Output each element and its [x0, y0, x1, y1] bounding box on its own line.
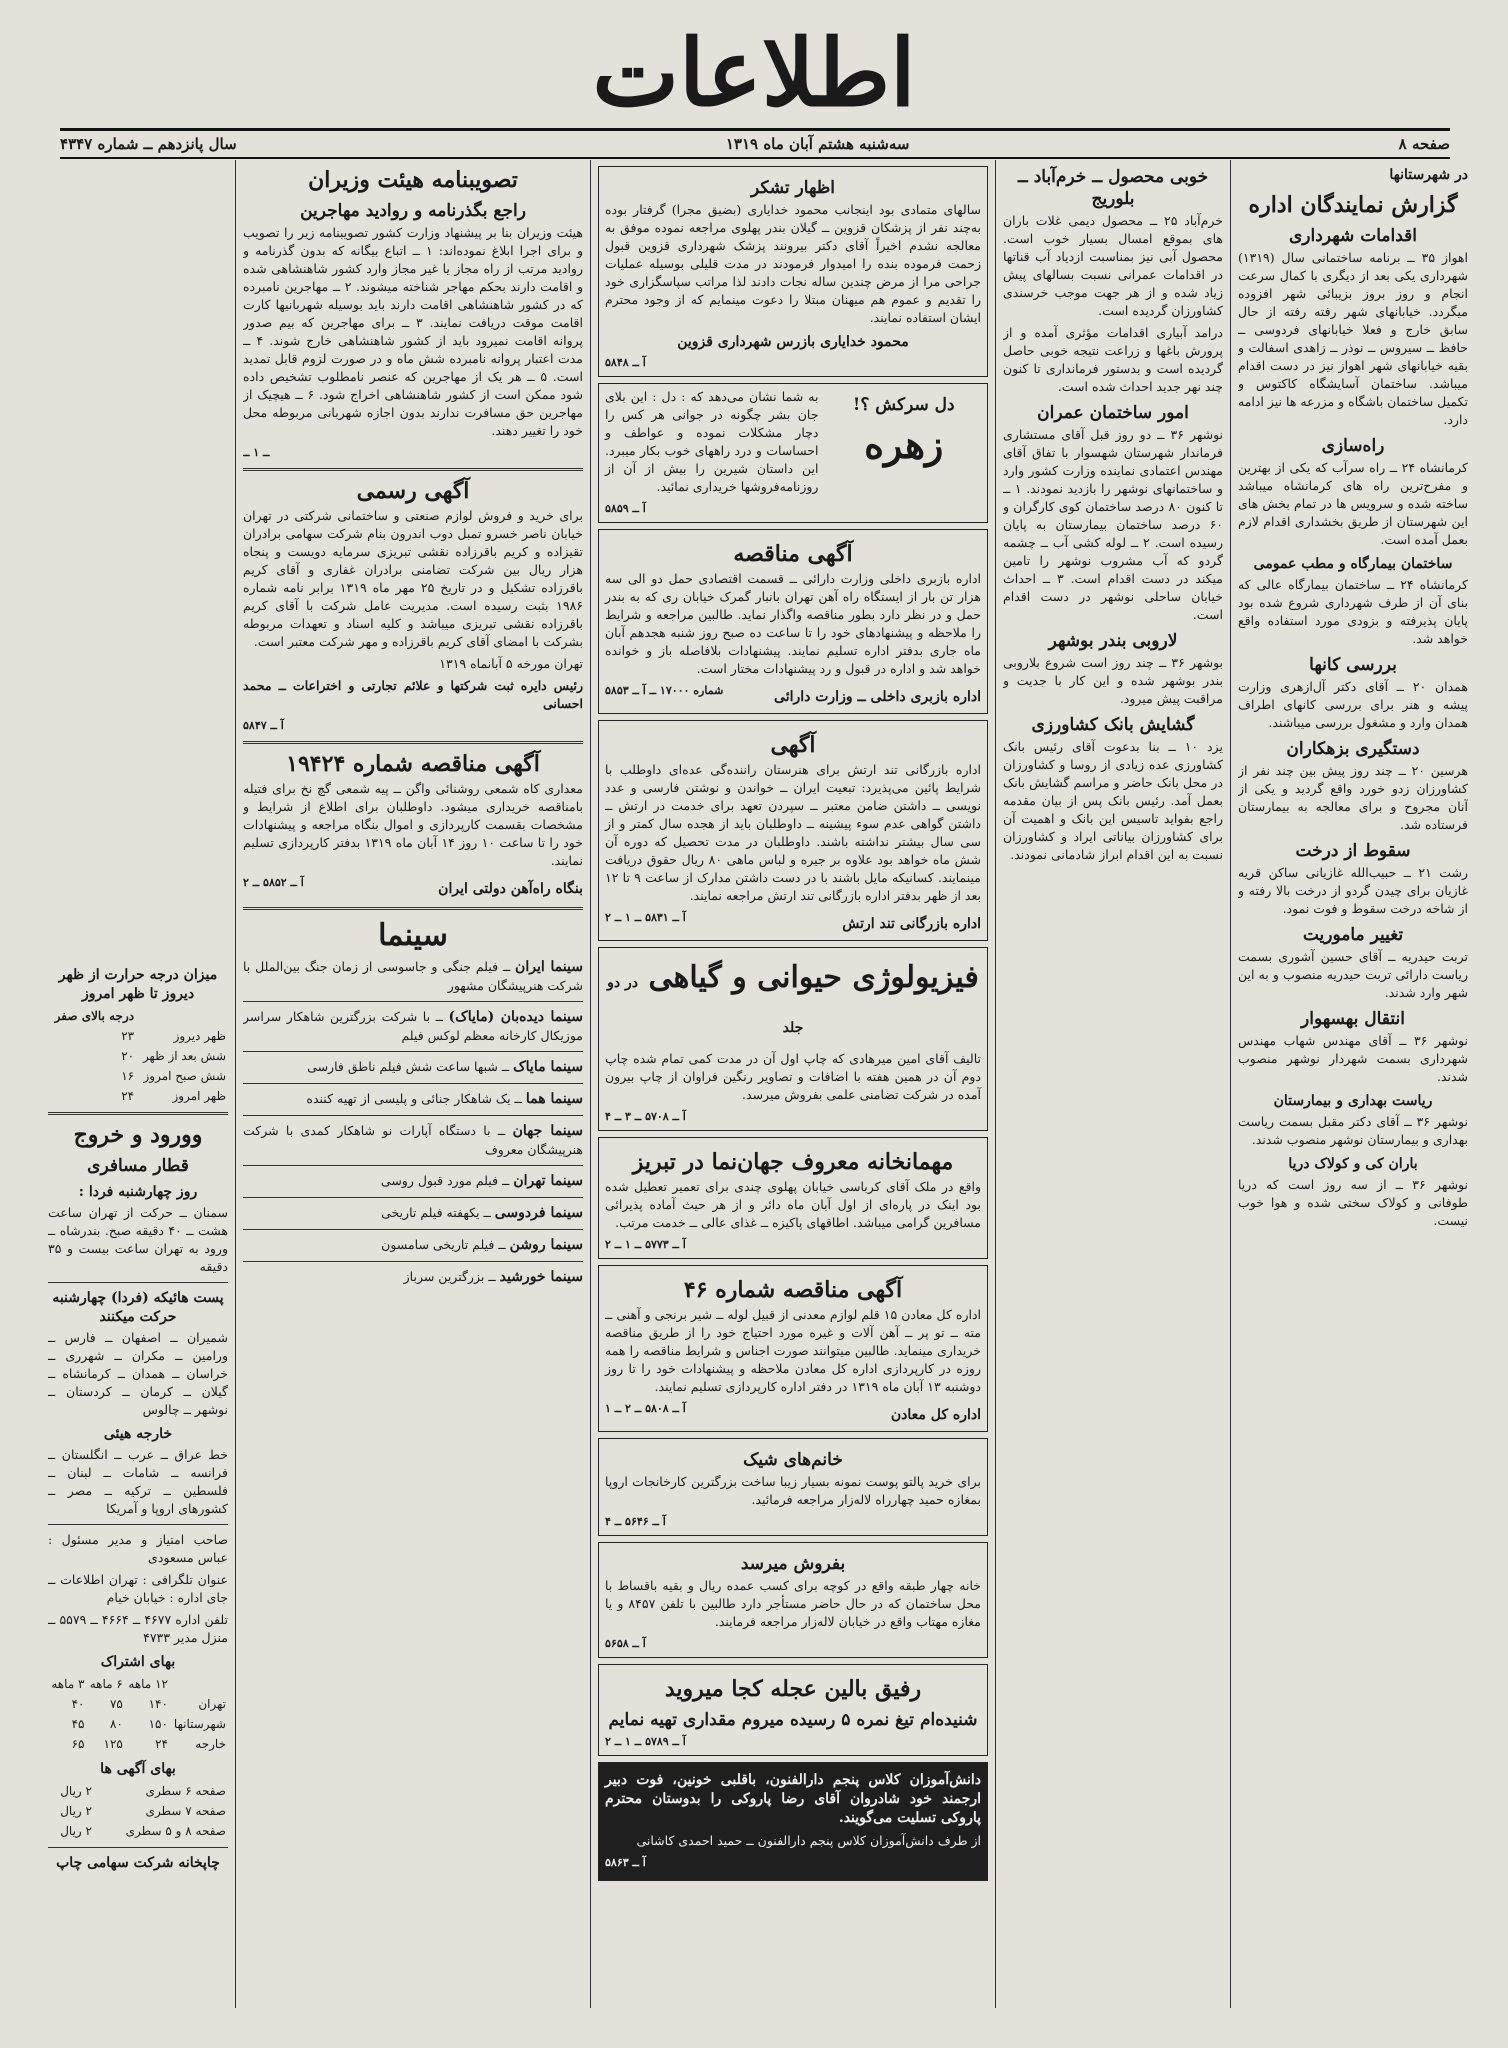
column-rule [235, 160, 236, 2008]
ad-text: اداره بازبری داخلی وزارت دارائی ــ قسمت اقتصادی حمل دو الی سه هزار تن بار از ایستگاه راه آهن تهران بانبار گمرک خیابان ری که به بندر حمل و در نظر دارد بطور مناقصه واگذار نماید. طالبین مراجعه و شرایط را ملاحظه و پیشنهادهای خود را تا ساعت ده صبح روز شنبه هجدهم آبان ماه جاری بدفتر اداره تسلیم نمایند. پیشنهادات بلافاصله باز و خوانده خواهد شد و اداره در قبول و رد پیشنهادات مختار است. [605, 571, 981, 676]
ad-text: به شما نشان می‌دهد که : دل : این بلای جان بشر چگونه در جوانی هر کس را دچار مشکلات نموده و عواطف و احساسات و درد راههای خوب بکار میبرد. این داستان شیرین را بیش از آن از روزنامه‌فروشها خریداری نمائید. [605, 389, 819, 494]
subhead: بررسی کانها [1309, 655, 1397, 675]
ad-text: دانش‌آموزان کلاس پنجم دارالفنون، باقلبی خونین، فوت دبیر ارجمند خود شادروان آقای رضا پاروکی را بدوستان محترم پاروکی تسلیت می‌گویند. [605, 1772, 981, 1826]
temperature-title: میزان درجه حرارت از ظهر دیروز تا ظهر امروز [58, 967, 218, 1002]
divider [243, 1051, 583, 1052]
ad-ref: آ ــ ۵۸۴۸ [605, 356, 646, 369]
ad-ref: آ ــ ۵۷۰۸ ــ ۳ ــ ۴ [605, 1110, 686, 1123]
cinema-desc: یک شاهکار جنائی و پلیسی از تهیه کننده [306, 1091, 511, 1106]
subhead: راه‌سازی [1321, 436, 1385, 456]
fur-shop-ad [598, 1438, 988, 1536]
divider [243, 1115, 583, 1116]
ad-ref: شماره ۱۷۰۰۰ ــ آ ــ ۵۸۵۳ [605, 684, 724, 697]
subhead: ساختمان بیمارگاه و مطب عمومی [1253, 556, 1453, 572]
cinema-desc: فیلم مورد قبول روسی [380, 1173, 499, 1188]
ad-signature: اداره بازبری داخلی ــ وزارت دارائی [774, 689, 981, 705]
masthead-logo: اطلاعات [592, 19, 916, 127]
divider [48, 1847, 228, 1848]
cinema-item: سینما ایران ــ فیلم جنگی و جاسوسی از زمان جنگ بین‌الملل با شرکت هنرپیشگان مشهور [243, 959, 583, 993]
subscription-table [48, 1674, 228, 1754]
ad-ref: آ ــ ۵۸۵۹ [605, 502, 646, 515]
ad-ref: آ ــ ۵۶۵۸ [605, 1637, 646, 1650]
hotel-ad [598, 1137, 988, 1259]
table-row [48, 1734, 228, 1754]
table-cell: ۱۵۰ [148, 1717, 168, 1731]
ad-text: اداره کل معادن ۱۵ قلم لوازم معدنی از قبیل لوله ــ شیر برنجی و آهنی ــ مته ــ تو پر ــ آهن آلات و غیره مورد احتیاج خود را از طریق مناقصه خریداری مینماید. طالبین میتوانند صورت اجناس و شرایط مناقصه را همه روزه در کارپردازی اداره کل معادن ملاحظه و پیشنهادات خود را تا روز دوشنبه ۱۳ آبان ماه ۱۳۱۹ در دفتر اداره کارپردازی تسلیم نمایند. [605, 1307, 982, 1394]
ad-ref: آ ــ ۵۷۸۹ ــ ۱ ــ ۲ [605, 1735, 686, 1748]
subscription-title: بهای اشتراک [100, 1654, 176, 1670]
official-notice-date: تهران مورخه ۵ آبانماه ۱۳۱۹ [439, 656, 583, 671]
table-row [48, 1694, 228, 1714]
ad-title: آگهی مناقصه شماره ۴۶ [683, 1277, 903, 1303]
printer: چاپخانه شرکت سهامی چاپ [56, 1855, 220, 1871]
divider [243, 741, 583, 744]
table-cell: ۶۵ [71, 1737, 85, 1751]
table-cell: ۴۰ [71, 1697, 85, 1711]
cinema-item: سینما روشن ــ فیلم تاریخی سامسون [381, 1237, 583, 1253]
column-official [243, 160, 583, 2008]
article-text: بوشهر ۳۶ ــ چند روز است شروع بلاروبی بندر بوشهر شده و این کار با جدیت و مراقبت پیش میرود. [1003, 655, 1223, 706]
subhead: ریاست بهداری و بیمارستان [1273, 1093, 1433, 1109]
thanks-notice [598, 166, 988, 377]
subhead: امور ساختمان عمران [1037, 403, 1189, 423]
official-notice-text: برای خرید و فروش لوازم صنعتی و ساختمانی شرکتی در تهران خیابان ناصر خسرو تمبل دوب اندرون بنام شرکت سهامی برادران تقیزاده و کریم باقرزاده نقشی تبریزی سرمایه دویست و پنجاه هزار ریال بین شرکت تضامنی برادران غفاری و آقای کریم باقرزاده تشکیل و در تاریخ ۲۵ مهر ماه ۱۳۱۹ برابر نامه شماره ۱۹۸۶ بثبت رسیده است. مدیریت عامل شرکت با آقای کریم باقرزاده نقشی تبریزی میباشد و کلیه اسناد و تعهدات مربوطه بشرکت با امضای آقای کریم باقرزاده و مهر شرکت معتبر است. [243, 508, 583, 649]
issue-date: سه‌شنبه هشتم آبان ماه ۱۳۱۹ [725, 135, 910, 153]
article-text: رشت ۲۱ ــ حبیب‌الله غازیانی ساکن قریه غازیان برای چیدن گردو از درخت بالا رفته و از شاخه درخت سقوط و فوت نمود. [1238, 865, 1468, 916]
table-row [48, 1026, 228, 1046]
table-cell: ۲ ریال [60, 1804, 92, 1818]
table-cell: خارجه [195, 1737, 226, 1751]
divider [48, 1112, 228, 1115]
decree-subtitle: راجع بگذرنامه و رواديد مهاجرين [300, 201, 526, 221]
ad-subtitle: شنیده‌ام تیغ نمره ۵ رسیده میروم مقداری تهیه نمایم [608, 1710, 978, 1730]
ad-title [605, 958, 981, 1048]
decree-text: هیئت وزیران بنا بر پیشنهاد وزارت کشور تصویبنامه زیر را تصویب و برای اجرا ابلاغ نموده‌اند: ۱ ــ اتباع بیگانه که بدون گذرنامه و رواديد مرتب از راه مجاز یا غیر مجاز وارد کشور شاهنشاهی شده و اقامت دارند بحکم مهاجر شناخته میشوند. ۲ ــ مهاجرین نامبرده که در کشور شاهنشاهی اقامت دارند باید بوسیله شهربانیها کارت اقامت موقت دریافت نمایند. ۳ ــ برای مهاجرین که بیم صدور پروانه اقامت نمیرود باید از کشور شاهنشاهی خارج شوند. ۴ ــ مدت اعتبار پروانه نامبرده شش ماه و در صورت لزوم قابل تمدید است. ۵ ــ هر یک از مهاجرین که عنصر نامطلوب تشخیص داده شود ممکن است از کشور شاهنشاهی اخراج شود. ۶ ــ هیچیک از مهاجرین حق مسافرت ندارند بدون اجازه شهربانی مربوطه محل خود را تغییر دهند. [243, 225, 583, 438]
table-cell: ۴۵ [71, 1717, 85, 1731]
cinema-name: سینما روشن [509, 1237, 583, 1253]
train-text: سمنان ــ حرکت از تهران ساعت هشت ــ ۴۰ دقیقه صبح. بندرشاه ــ ورود به تهران ساعت بیست و ۳۵ دقیقه [48, 1205, 228, 1274]
article-text: هرسین ۲۰ ــ چند روز پیش بین چند نفر از کشاورزان زدو خورد واقع گردید و یکی از آنان مجروح و برای معالجه به بیمارستان فرستاده شد. [1238, 763, 1468, 832]
official-notice-signature: رئیس دایره ثبت شرکتها و علائم تجارتی و اختراعات ــ محمد احسانی [243, 678, 583, 711]
cinema-name: سینما ایران [515, 959, 583, 975]
ad-title: رفیق بالین عجله کجا میروید [664, 1676, 922, 1702]
ad-ref: آ ــ ۵۶۴۶ ــ ۴ [605, 1515, 666, 1528]
house-sale-ad [598, 1542, 988, 1658]
table-cell: ۲ ریال [60, 1824, 92, 1838]
cinema-name: سینما جهان [512, 1123, 583, 1139]
cinema-name: سینما خورشید [499, 1269, 583, 1285]
condolence-notice [598, 1762, 988, 1881]
cinema-desc: شبها ساعت شش فیلم ناطق فارسی [307, 1059, 498, 1074]
table-row [48, 1801, 228, 1821]
subhead: گشایش بانک کشاورزی [1031, 715, 1195, 735]
decree-title: تصویبنامه هیئت وزیران [308, 167, 518, 193]
cinema-name: سینما هما [525, 1091, 583, 1107]
table-cell: ۲۴ [155, 1737, 168, 1751]
article-text: نوشهر ۳۶ ــ آقای مهندس شهاب مهندس شهرداری بسمت شهردار نوشهر منصوب شدند. [1238, 1033, 1468, 1084]
cinema-list [243, 958, 583, 1287]
ad-signature: از طرف دانش‌آموزان کلاس پنجم دارالفنون ــ حمید احمدی کاشانی [636, 1833, 981, 1848]
divider [243, 1083, 583, 1084]
divider [48, 1282, 228, 1283]
table-cell: صفحه ۷ سطری [145, 1804, 226, 1818]
table-cell: ۲۰ [121, 1049, 135, 1063]
cinema-section-title: سینما [378, 918, 448, 953]
ad-signature: اداره کل معادن [890, 1407, 981, 1423]
column-advertisements [598, 160, 988, 2008]
article-text: درامد آبیاری اقدامات مؤثری آمده و از پرورش باغها و زراعت نتیجه خوبی حاصل گردیده است و بدستور فرمانداری تا کنون چند نهر جدید احداث شده است. [1003, 325, 1223, 394]
subhead: سقوط از درخت [1295, 841, 1411, 861]
table-cell: صفحه ۶ سطری [145, 1784, 226, 1798]
article-text: نوشهر ۳۶ ــ دو روز قبل آقای مستشاری فرماندار شهرستان شهسوار با تفاق آقای مهندس اعتمادی نماینده وزارت کشور وارد و ساختمانهای نوشهر را بازدید نمودند. ۱ ــ تا کنون ۸۰ درصد ساختمان کوی کارگران و ۶۰ درصد ساختمان بیمارستان به پایان رسیده است. ۲ ــ لوله کشی آب ــ چشمه گردو که آب مشروب نوشهر را تامین میکند در دست اقدام است. ۳ ــ احداث خیابان ساحلی نوشهر در دست اقدام است. [1003, 427, 1223, 622]
ad-title: مهمانخانه معروف جهان‌نما در تبریز [632, 1149, 954, 1175]
cinema-name: سینما فردوسی [494, 1205, 583, 1221]
table-row [48, 1066, 228, 1086]
post-text: شمیران ــ اصفهان ــ فارس ــ ورامین ــ مکران ــ شهرری ــ خراسان ــ همدان ــ کرمانشاه ــ گیلان ــ کرمان ــ کردستان ــ نوشهر ــ چالوس [48, 1330, 228, 1417]
divider [243, 1229, 583, 1230]
column-provinces-2 [1003, 160, 1223, 2008]
cinema-item: سینما خورشید ــ بزرگترین سرباز [403, 1269, 583, 1285]
table-cell: شش بعد از ظهر [142, 1049, 226, 1063]
table-cell: شهرستانها [173, 1717, 226, 1731]
train-subtitle: قطار مسافری [87, 1156, 189, 1176]
rail-tender-signature: بنگاه راه‌آهن دولتی ایران [438, 881, 583, 897]
rail-tender-ref: آ ــ ۵۸۵۲ ــ ۲ [243, 876, 304, 889]
foreign-title: خارجه هیئی [103, 1426, 173, 1442]
cinema-desc: با دستگاه آپارات نو شاهکار کمدی با شرکت هنرپیشگان معروف [243, 1123, 583, 1157]
temperature-table [48, 1006, 228, 1106]
cinema-item: سینما جهان ــ با دستگاه آپارات نو شاهکار کمدی با شرکت هنرپیشگان معروف [243, 1123, 583, 1157]
ad-ref: آ ــ ۵۸۳۱ ــ ۱ ــ ۲ [605, 911, 686, 924]
ad-text: خانه چهار طبقه واقع در کوچه برای کسب عمده ریال و بقیه باقساط با محل ساختمان که در حال حاضر مستأجر دارد طالبین با تلفن ۸۴۵۷ و یا مغازه مهتاب واقع در خیابان لاله‌زار مراجعه فرمایند. [605, 1578, 981, 1629]
table-header: ۱۲ ماهه [128, 1677, 168, 1691]
ad-ref: آ ــ ۵۷۷۳ ــ ۱ ــ ۲ [605, 1238, 686, 1251]
phones: تلفن اداره ۴۶۷۷ ــ ۴۶۶۴ ــ ۵۵۷۹ ــ منزل مدیر ۴۷۳۳ [48, 1612, 228, 1645]
divider [48, 1524, 228, 1525]
article-text: نوشهر ۳۶ ــ از سه روز است که دریا طوفانی و کولاک سختی شده و هوا خوب نیست. [1238, 1177, 1468, 1228]
cinema-desc: بزرگترین سرباز [403, 1269, 485, 1284]
article-text: کرمانشاه ۲۴ ــ ساختمان بیمارگاه عالی که بنای آن از طرف شهرداری شروع شده بود پایان پذیرفته و بزودی مورد استفاده واقع خواهد شد. [1238, 577, 1468, 646]
column-rule [590, 160, 591, 2008]
article-text: اهواز ۳۵ ــ برنامه ساختمانی سال (۱۳۱۹) شهرداری یکی بعد از دیگری با کمال سرعت انجام و روز بروز بزیبائی شهر افزوده میگردد. خیابانهای شهر رفته رفته از حال سابق خارج و فعلا خیابانهای فردوسی ــ حافظ ــ سیروس ــ نوذر ــ زاهدی اسفالت و بقیه خیابانهای شهر اهواز نیز در دست اقدام میباشد. ساختمان آسایشگاه کاکتوس و تکمیل ساختمان باشگاه و مزرعه ها نیز ادامه دارد. [1238, 250, 1468, 427]
article-text: کرمانشاه ۲۴ ــ راه سرآب که یکی از بهترین و مفرح‌ترین راه های کرمانشاه میباشد ساخته شده و سرویس ها در تمام بخش های این شهرستان از طریق بخشداری اقدام لازم بعمل آمده است. [1238, 460, 1468, 547]
cinema-name: سینما دیده‌بان (مایاک) [448, 1009, 583, 1025]
divider [243, 1165, 583, 1166]
cinema-desc: فیلم جنگی و جاسوسی از زمان جنگ بین‌الملل با شرکت هنرپیشگان مشهور [243, 959, 583, 993]
table-row [48, 1781, 228, 1801]
mines-tender [598, 1265, 988, 1432]
subhead: لاروبی بندر بوشهر [1048, 631, 1178, 651]
table-row [48, 1046, 228, 1066]
address: عنوان تلگرافی : تهران اطلاعات ــ جای اداره : خیابان خیام [48, 1572, 228, 1605]
table-row [48, 1086, 228, 1106]
section-title: گزارش نمایندگان اداره [1248, 192, 1458, 218]
article-text: خرم‌آباد ۲۵ ــ محصول دیمی غلات باران های بموقع امسال بسیار خوب است. محصول آبی نیز بمناسبت ازدیاد آب قناتها در اقدامات عمرانی نسبت بسالهای پیش زیاد شده و از هر جهت موجب خرسندی کشاورزان گردیده است. [1003, 213, 1223, 318]
train-title: وورود و خروج [73, 1122, 203, 1148]
page-number: صفحه ۸ [1398, 135, 1450, 153]
foreign-text: خط عراق ــ عرب ــ انگلستان ــ فرانسه ــ شامات ــ لبنان ــ فلسطین ــ ترکیه ــ مصر ــ کشورهای اروپا و آمریکا [48, 1447, 228, 1516]
table-cell: ظهر امروز [172, 1089, 226, 1103]
book-ad-zohre [598, 383, 988, 523]
cinema-item: سینما تهران ــ فیلم مورد قبول روسی [380, 1173, 583, 1189]
ad-title: خانم‌های شیک [743, 1450, 843, 1470]
razor-blade-ad [598, 1664, 988, 1756]
cinema-name: سینما مایاک [513, 1059, 583, 1075]
book-note: در دو جلد [607, 975, 804, 1036]
column-rule [1230, 160, 1231, 2008]
subhead: خوبی محصول ــ خرم‌آباد ــ بلوریج [1017, 167, 1209, 209]
official-notice-title: آگهی رسمی [356, 478, 470, 504]
table-cell: ۲ ریال [60, 1784, 92, 1798]
cinema-item: سینما مایاک ــ شبها ساعت شش فیلم ناطق فارسی [307, 1059, 583, 1075]
ad-title: آگهی [770, 732, 816, 758]
column-info [48, 960, 228, 2008]
column-provinces [1238, 160, 1468, 2008]
divider [243, 907, 583, 910]
ad-text: برای خرید پالتو پوست نمونه بسیار زیبا ساخت بزرگترین کارخانجات اروپا بمغازه حمید چهارراه لاله‌زار مراجعه فرمائید. [605, 1474, 981, 1507]
ad-ref: آ ــ ۵۸۶۳ [605, 1856, 646, 1869]
book-ad-physiology [598, 947, 988, 1131]
cinema-item: سینما دیده‌بان (مایاک) ــ با شرکت بزرگترین شاهکار سراسر موزیکال کارخانه معظم لوکس فیلم [243, 1009, 583, 1043]
table-cell: ۱۶ [121, 1069, 135, 1083]
cinema-desc: فیلم تاریخی سامسون [381, 1237, 495, 1252]
table-row [48, 1714, 228, 1734]
ad-ref: آ ــ ۵۸۰۸ ــ ۲ ــ ۱ [605, 1402, 686, 1415]
column-rule [995, 160, 996, 2008]
ad-signature: محمود خدایاری بازرس شهرداری قزوین [677, 334, 909, 350]
ad-title: آگهی مناقصه [733, 541, 853, 567]
divider [243, 468, 583, 471]
subhead: تغییر ماموریت [1302, 925, 1404, 945]
section-label: در شهرستانها [1389, 167, 1468, 183]
table-header: درجه بالای صفر [54, 1009, 135, 1023]
owner: صاحب امتیاز و مدیر مسئول : عباس مسعودی [48, 1532, 228, 1565]
ad-title: اظهار تشکر [750, 178, 836, 198]
ad-title: دل سرکش ؟! [852, 395, 955, 415]
army-notice [598, 720, 988, 941]
subhead: باران کی و کولاک دریا [1288, 1156, 1418, 1172]
subhead: دستگیری بزهکاران [1286, 739, 1420, 759]
divider [243, 1261, 583, 1262]
post-title: پست هائیکه (فردا) چهارشنبه حرکت میکنند [52, 1290, 224, 1325]
ad-text: اداره بازرگانی تند ارتش برای هنرستان راننده‌گی عده‌ای داوطلب با شرایط پائین می‌پذیرد: تبعیت ایران ــ خواندن و نوشتن فارسی و عدد نویسی ــ داشتن ضامن معتبر ــ سپردن تعهد برای خدمت در ارتش ــ داشتن گواهی عدم سوء پیشینه ــ داوطلبان باید از هجده سال کمتر و از سی سال بیشتر نداشته باشند. داوطلبان در مدت تحصیل که دوره آن شش ماه خواهد بود علاوه بر جیره و لباس ماهی ۸۰ ریال حقوق دریافت مینمایند. کسانیکه مایل باشند با در دست داشتن مدارک از ساعت ۹ تا ۱۲ بعد از ظهر بدفتر اداره بازرگانی تند ارتش مراجعه نمایند. [605, 762, 981, 903]
rail-tender-text: معداری کاه شمعی روشنائی واگن ــ پیه شمعی گچ نخ برای فتیله بامناقصه خریداری میشود. داوطلبان برای اطلاع از شرایط و مشخصات بقسمت کارپردازی و اموال بنگاه مراجعه و پیشنهادات خود را تا ساعت ۱۰ روز ۱۴ آبان ماه ۱۳۱۹ بدفتر کارپردازی تسلیم نمایند. [243, 781, 583, 868]
table-cell: ۲۴ [121, 1089, 135, 1103]
table-header: ۶ ماهه [89, 1677, 123, 1691]
table-cell: ظهر دیروز [173, 1029, 226, 1043]
subhead: اقدامات شهرداری [1289, 226, 1417, 246]
article-text: تربت حیدریه ــ آقای حسین آشوری بسمت ریاست دارائی تربت حیدریه منصوب و به این شهر وارد شدند. [1238, 949, 1468, 1000]
tender-notice [598, 529, 988, 714]
table-cell: صفحه ۸ و ۵ سطری [125, 1824, 226, 1838]
article-text: همدان ۲۰ ــ آقای دکتر آل‌ازهری وزارت پیشه و هنر برای بررسی کانهای اطراف همدان وارد و مشغول بررسی میباشند. [1238, 679, 1468, 730]
divider [243, 1197, 583, 1198]
masthead [0, 18, 1508, 128]
table-row [48, 1821, 228, 1841]
ad-signature: اداره بازرگانی تند ارتش [842, 916, 981, 932]
train-day: روز چهارشنبه فردا : [78, 1184, 198, 1200]
table-cell: ۱۴۰ [148, 1697, 168, 1711]
ad-text: واقع در ملک آقای کرباسی خیابان پهلوی چندی برای تعمیر تعطیل شده بود اینک در پاره‌ای از اول آبان ماه دائر و از هر حیث آماده پذیرائی مسافرین گرامی میباشد. اطاقهای پاکیزه ــ غذای عالی ــ خدمت مرتب. [605, 1179, 981, 1230]
cinema-item: سینما هما ــ یک شاهکار جنائی و پلیسی از تهیه کننده [306, 1091, 583, 1107]
subhead: انتقال بهسهوار [1301, 1009, 1405, 1029]
table-row [48, 1674, 228, 1694]
rail-tender-title: آگهی مناقصه شماره ۱۹۴۲۴ [286, 751, 540, 777]
table-cell: ۲۳ [121, 1029, 135, 1043]
cinema-desc: با شرکت بزرگترین شاهکار سراسر موزیکال کارخانه معظم لوکس فیلم [243, 1009, 583, 1043]
book-title: فیزیولوژی حیوانی و گیاهی [648, 960, 979, 995]
cinema-item: سینما فردوسی ــ یکهفته فیلم تاریخی [381, 1205, 583, 1221]
book-name: زهره [864, 422, 944, 467]
ads-price-title: بهای آگهی ها [100, 1761, 176, 1777]
ad-text: تالیف آقای امین میرهادی که چاپ اول آن در مدت کمی تمام شده چاپ دوم آن در همین هفته با اضافات و تصاویر رنگین فراوان از چاپ بیرون آمده در شرکت تضامنی علمی بفروش میرسد. [605, 1051, 981, 1102]
dateline [60, 128, 1450, 159]
official-notice-ref: آ ــ ۵۸۴۷ [243, 719, 284, 732]
table-cell: تهران [198, 1697, 226, 1711]
ad-title: بفروش میرسد [740, 1554, 846, 1574]
table-cell: شش صبح امروز [143, 1069, 226, 1083]
cinema-name: سینما تهران [513, 1173, 583, 1189]
divider [243, 1001, 583, 1002]
table-cell: ۷۵ [109, 1697, 123, 1711]
table-header: ۳ ماهه [51, 1677, 85, 1691]
article-text: نوشهر ۳۶ ــ آقای دکتر مقبل بسمت ریاست بهداری و بیمارستان نوشهر منصوب شدند. [1238, 1114, 1468, 1147]
decree-ref: ــ ۱ ــ [243, 446, 270, 459]
table-row [48, 1006, 228, 1026]
ad-text: سالهای متمادی بود اینجانب محمود خدایاری (بضیق مجرا) گرفتار بوده به‌چند نفر از پزشکان قزوین ــ گیلان بندر پهلوی مراجعه نموده موفق به معالجه نشدم اخیراً آقای دکتر بیرونند پزشک شهرداری قزوین قبول زحمت فرموده بنده را امیدوار فرمودند در مدت قلیلی بوسیله عملیات جراحی مرا از مرض چندین ساله نجات دادند لذا مراتب سپاسگزاری خود را تقدیم و عموم هم میهنان مبتلا را دعوت مینمایم که از وجود محترم ایشان استفاده نمایند. [605, 202, 981, 325]
ads-price-table [48, 1781, 228, 1841]
article-text: یزد ۱۰ ــ بنا بدعوت آقای رئیس بانک کشاورزی عده زیادی از روسا و کشاورزان در محل بانک حاضر و مراسم گشایش بانک بعمل آمد. رئیس بانک پس از بیان مقدمه راجع بفواید تاسیس این بانک و اهمیت آن برای کشاورزان بیاناتی ایراد و کشاورزان نسبت به این اقدام ابراز شادمانی نمودند. [1003, 739, 1223, 862]
table-header [170, 1674, 228, 1694]
volume-number: سال پانزدهم ــ شماره ۴۳۴۷ [60, 135, 237, 153]
cinema-desc: یکهفته فیلم تاریخی [381, 1205, 480, 1220]
table-cell: ۸۰ [109, 1717, 123, 1731]
table-cell: ۱۲۵ [103, 1737, 123, 1751]
